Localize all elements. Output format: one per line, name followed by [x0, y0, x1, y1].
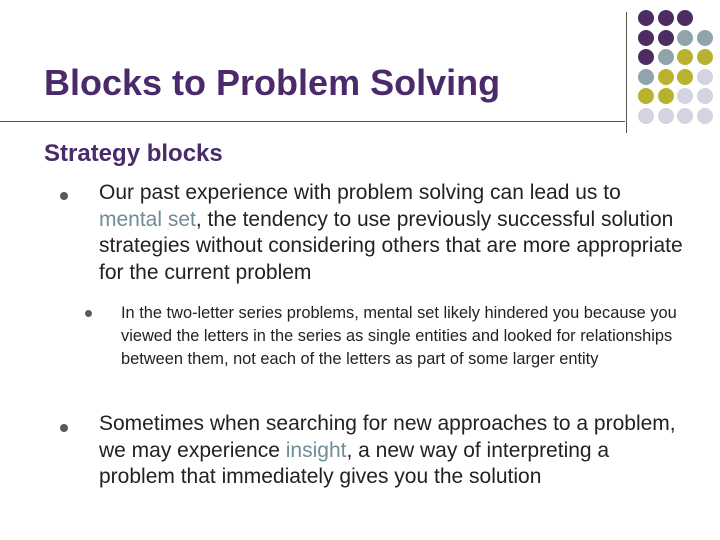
decorative-dot — [677, 10, 693, 26]
decorative-dot — [638, 69, 654, 85]
decorative-dot — [638, 49, 654, 65]
bullet-text-part: , a new way of interpreting a problem that immediately gives you the solution — [99, 438, 610, 488]
decorative-dot — [658, 10, 674, 26]
decorative-dot — [638, 108, 654, 124]
decorative-dot — [677, 69, 693, 85]
bullet-text-part: Our past experience with problem solving can lead us to — [99, 181, 621, 204]
decorative-dot — [638, 10, 654, 26]
title-underline — [0, 121, 625, 122]
decorative-dot — [697, 49, 713, 65]
decorative-dot — [697, 108, 713, 124]
decorative-dot — [658, 49, 674, 65]
decorative-dot — [638, 30, 654, 46]
bullet-text-1 — [99, 180, 689, 286]
bullet-marker — [60, 424, 68, 432]
decorative-dot — [697, 88, 713, 104]
bullet-text-part: , the tendency to use previously successful solution strategies without considering others that are more appropriate for the current problem — [99, 207, 683, 284]
decorative-dot — [697, 30, 713, 46]
bullet-text-2 — [99, 411, 689, 491]
decorative-dot-grid — [638, 10, 720, 130]
decorative-dot — [658, 69, 674, 85]
sub-bullet-text-1: In the two-letter series problems, mental set likely hindered you because you viewed the letters in the series as single entities and looked for relationships between them, not each of the letters as part of some larger entity — [121, 304, 677, 368]
bullet-marker — [60, 192, 68, 200]
sub-bullet-marker — [85, 310, 92, 317]
bullet-text-part: Sometimes when searching for new approaches to a problem, we may experience — [99, 412, 676, 462]
key-term-insight: insight — [285, 438, 347, 462]
decorative-dot — [677, 30, 693, 46]
decorative-dot — [658, 88, 674, 104]
key-term-mental-set: mental set — [99, 207, 196, 231]
decorative-dot — [658, 30, 674, 46]
section-heading: Strategy blocks — [44, 140, 223, 167]
slide-title: Blocks to Problem Solving — [44, 62, 501, 103]
vertical-divider — [626, 12, 627, 133]
decorative-dot — [677, 88, 693, 104]
decorative-dot — [677, 49, 693, 65]
decorative-dot — [697, 69, 713, 85]
decorative-dot — [658, 108, 674, 124]
decorative-dot — [677, 108, 693, 124]
decorative-dot — [638, 88, 654, 104]
